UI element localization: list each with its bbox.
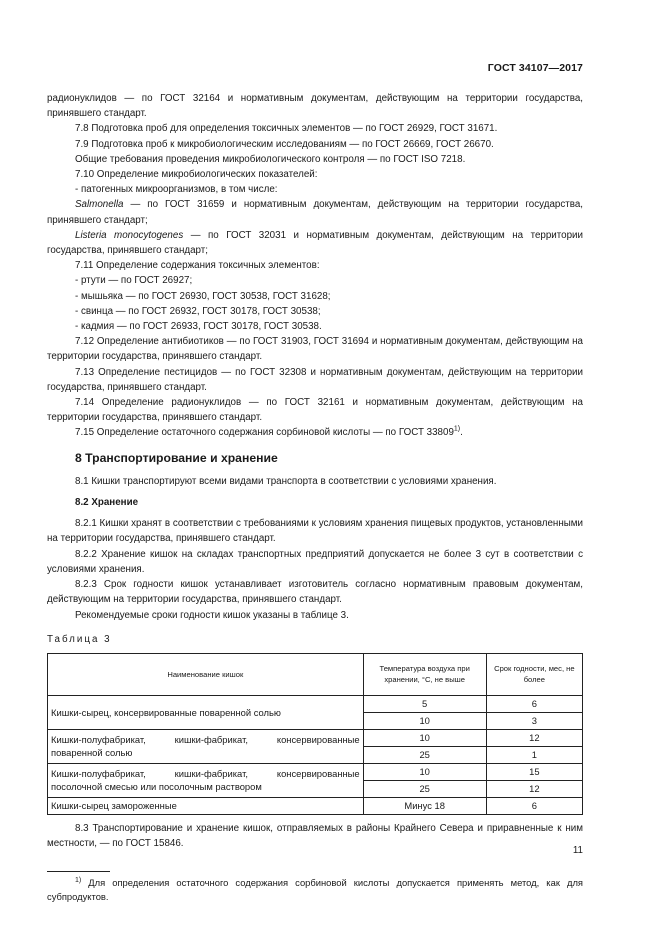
organism-name: Salmonella <box>75 199 124 211</box>
paragraph: 8.1 Кишки транспортируют всеми видами транспорта в соответствии с условиями хранения. <box>75 475 497 487</box>
page-number: 11 <box>572 845 583 856</box>
paragraph: Рекомендуемые сроки годности кишок указаны в таблице 3. <box>75 609 349 621</box>
casing-name: Кишки-полуфабрикат, кишки-фабрикат, консервированные поваренной солью <box>48 729 364 763</box>
section-title: 8 Транспортирование и хранение <box>75 450 278 465</box>
shelf-life-cell: 6 <box>486 797 582 814</box>
casing-name: Кишки-сырец, консервированные поваренной солью <box>48 695 364 729</box>
table-caption: Таблица 3 <box>47 633 112 645</box>
paragraph-text: — по ГОСТ 32031 и нормативным документам, действующим на территории государства, принявшего стандарт; <box>47 229 583 257</box>
column-header: Наименование кишок <box>48 653 364 695</box>
list-item: - свинца — по ГОСТ 26932, ГОСТ 30178, ГОСТ 30538; <box>75 305 321 317</box>
shelf-life-cell: 3 <box>486 712 582 729</box>
column-header: Температура воздуха при хранении, °С, не выше <box>363 653 486 695</box>
paragraph: 7.13 Определение пестицидов — по ГОСТ 32308 и нормативным документам, действующим на территории государства, принявшего стандарт. <box>47 366 583 393</box>
paragraph: 7.14 Определение радионуклидов — по ГОСТ 32161 и нормативным документам, действующим на территории государства, принявшего стандарт. <box>47 397 583 424</box>
document-body <box>47 91 583 904</box>
storage-table <box>47 653 583 815</box>
table-row <box>48 729 583 746</box>
table-row <box>48 797 583 814</box>
list-item: - кадмия — по ГОСТ 26933, ГОСТ 30178, ГОСТ 30538. <box>75 321 322 333</box>
temperature-cell: 10 <box>363 712 486 729</box>
paragraph: Общие требования проведения микробиологического контроля — по ГОСТ ISO 7218. <box>75 153 466 165</box>
organism-name: Listeria monocytogenes <box>75 229 184 241</box>
table-header-row <box>48 653 583 695</box>
list-item: - ртути — по ГОСТ 26927; <box>75 275 193 287</box>
paragraph: - патогенных микроорганизмов, в том числе: <box>75 184 278 196</box>
table-row <box>48 695 583 712</box>
footnote-mark: 1) <box>75 877 82 885</box>
paragraph-text: — по ГОСТ 31659 и нормативным документам, действующим на территории государства, принявшего стандарт; <box>47 199 583 226</box>
footnote-text: Для определения остаточного содержания сорбиновой кислоты допускается применять метод, как для субпродуктов. <box>47 877 583 903</box>
paragraph: 8.2.3 Срок годности кишок устанавливает изготовитель согласно нормативным правовым документам, действующим на территории государства, принявшего стандарт. <box>47 579 583 606</box>
paragraph: 8.2.1 Кишки хранят в соответствии с требованиями к условиям хранения пищевых продуктов, установленными на территории государства, принявшего стандарт. <box>47 518 583 545</box>
paragraph: 7.8 Подготовка проб для определения токсичных элементов — по ГОСТ 26929, ГОСТ 31671. <box>75 123 498 135</box>
temperature-cell: 25 <box>363 780 486 797</box>
shelf-life-cell: 6 <box>486 695 582 712</box>
list-item: - мышьяка — по ГОСТ 26930, ГОСТ 30538, ГОСТ 31628; <box>75 290 331 302</box>
paragraph: 7.12 Определение антибиотиков — по ГОСТ 31903, ГОСТ 31694 и нормативным документам, действующим на территории государства, принявшего стандарт. <box>47 336 583 363</box>
standard-code: ГОСТ 34107—2017 <box>487 62 583 74</box>
shelf-life-cell: 12 <box>486 729 582 746</box>
paragraph-text: . <box>460 427 463 439</box>
casing-name: Кишки-полуфабрикат, кишки-фабрикат, консервированные посолочной смесью или посолочным раствором <box>48 763 364 797</box>
paragraph: радионуклидов — по ГОСТ 32164 и нормативным документам, действующим на территории государства, принявшего стандарт. <box>47 93 583 120</box>
shelf-life-cell: 1 <box>486 746 582 763</box>
paragraph <box>47 228 583 258</box>
column-header: Срок годности, мес, не более <box>486 653 582 695</box>
footnote <box>47 876 583 904</box>
paragraph <box>47 425 583 440</box>
subsection-title: 8.2 Хранение <box>75 497 139 509</box>
paragraph: 8.3 Транспортирование и хранение кишок, отправляемых в районы Крайнего Севера и приравненные к ним местности, — по ГОСТ 15846. <box>47 822 583 850</box>
paragraph: 7.10 Определение микробиологических показателей: <box>75 169 318 181</box>
temperature-cell: 10 <box>363 729 486 746</box>
temperature-cell: 25 <box>363 746 486 763</box>
temperature-cell: 5 <box>363 695 486 712</box>
temperature-cell: 10 <box>363 763 486 780</box>
temperature-cell: Минус 18 <box>363 797 486 814</box>
shelf-life-cell: 15 <box>486 763 582 780</box>
footnote-divider <box>47 871 110 872</box>
footnote-ref: 1) <box>453 426 461 434</box>
shelf-life-cell: 12 <box>486 780 582 797</box>
paragraph: 7.9 Подготовка проб к микробиологическим исследованиям — по ГОСТ 26669, ГОСТ 26670. <box>75 138 494 150</box>
paragraph: 7.11 Определение содержания токсичных элементов: <box>75 260 320 272</box>
paragraph: 8.2.2 Хранение кишок на складах транспортных предприятий допускается не более 3 сут в соответствии с условиями хранения. <box>47 548 583 575</box>
casing-name: Кишки-сырец замороженные <box>48 797 364 814</box>
table-row <box>48 763 583 780</box>
paragraph <box>47 197 583 227</box>
paragraph-text: 7.15 Определение остаточного содержания сорбиновой кислоты — по ГОСТ 33809 <box>75 427 454 439</box>
